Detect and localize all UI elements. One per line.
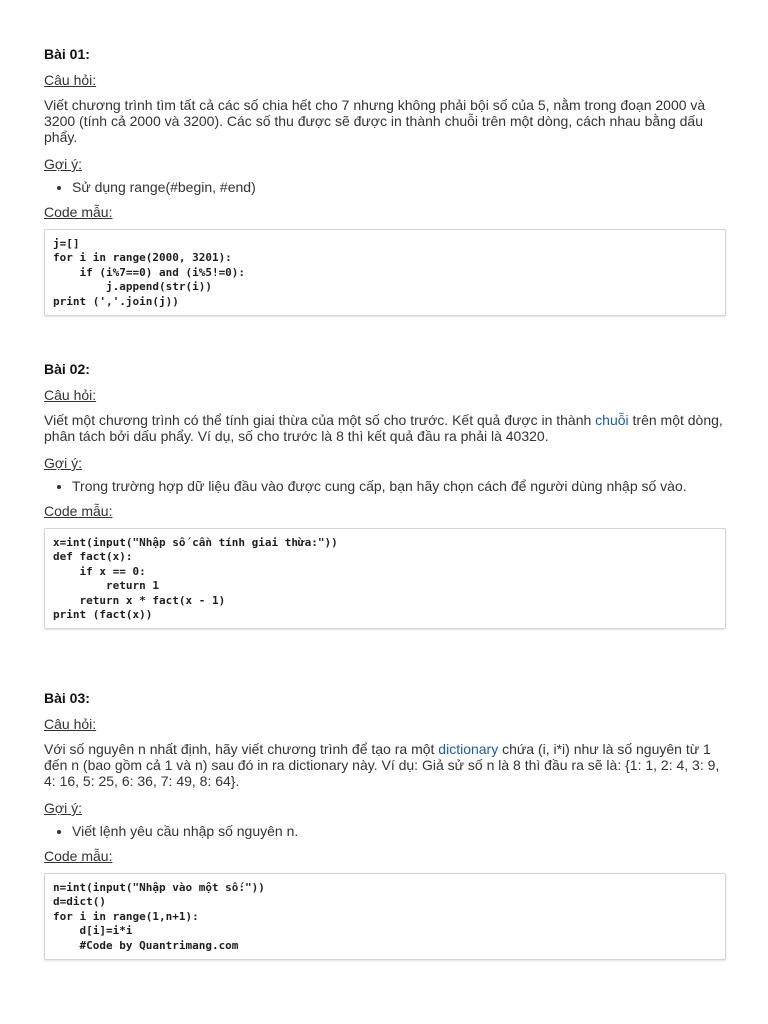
hint-list [44, 823, 726, 839]
question-label: Câu hỏi: [44, 387, 97, 403]
question-text-part: trên một dòng, phân tách bởi dấu phẩy. Ví dụ, số cho trước là 8 thì kết quả đầu ra phải là 40320. [44, 412, 723, 444]
exercise-title: Bài 01: [44, 46, 90, 62]
code-block: x=int(input("Nhập số cần tính giai thừa:")) def fact(x): if x == 0: return 1 return x * fact(x - 1) print (fact(x)) [44, 528, 726, 629]
question-text-part: Viết một chương trình có thể tính giai thừa của một số cho trước. Kết quả được in thành [44, 412, 596, 428]
hint-label: Gợi ý: [44, 455, 82, 471]
code-block: j=[] for i in range(2000, 3201): if (i%7==0) and (i%5!=0): j.append(str(i)) print (','.join(j)) [44, 229, 726, 316]
hint-item: • Sử dụng range(#begin, #end) [72, 179, 726, 195]
exercise-2 [44, 360, 726, 629]
question-text-part: chứa (i, i*i) như là số nguyên từ 1 đến n (bao gồm cả 1 và n) sau đó in ra dictionary này. Ví dụ: Giả sử số n là 8 thì đầu ra sẽ là: {1: 1, 2: 4, 3: 9, 4: 16, 5: 25, 6: 36, 7: 49, 8: 64}. [44, 741, 720, 789]
hint-list [44, 179, 726, 195]
dictionary-link[interactable]: dictionary [438, 741, 499, 757]
hint-label: Gợi ý: [44, 156, 82, 172]
question-label: Câu hỏi: [44, 72, 97, 88]
hint-item: • Trong trường hợp dữ liệu đầu vào được cung cấp, bạn hãy chọn cách để người dùng nhập số vào. [72, 478, 726, 494]
question-text [44, 412, 726, 444]
code-block: n=int(input("Nhập vào một số:")) d=dict() for i in range(1,n+1): d[i]=i*i #Code by Quantrimang.com [44, 873, 726, 960]
exercise-1 [44, 45, 726, 316]
code-label: Code mẫu: [44, 503, 113, 519]
hint-item: • Viết lệnh yêu cầu nhập số nguyên n. [72, 823, 726, 839]
question-text-part: Với số nguyên n nhất định, hãy viết chương trình để tạo ra một [44, 741, 439, 757]
exercise-title: Bài 02: [44, 361, 90, 377]
question-text [44, 741, 726, 789]
hint-label: Gợi ý: [44, 800, 82, 816]
exercise-3 [44, 689, 726, 960]
question-text [44, 97, 726, 145]
code-label: Code mẫu: [44, 848, 113, 864]
question-label: Câu hỏi: [44, 716, 97, 732]
exercise-title: Bài 03: [44, 690, 90, 706]
chuoi-link[interactable]: chuỗi [595, 412, 629, 428]
question-text-part: Viết chương trình tìm tất cả các số chia hết cho 7 nhưng không phải bội số của 5, nằm trong đoạn 2000 và 3200 (tính cả 2000 và 3200). Các số thu được sẽ được in thành chuỗi trên một dòng, cách nhau bằng dấu phẩy. [44, 97, 706, 145]
code-label: Code mẫu: [44, 204, 113, 220]
hint-list [44, 478, 726, 494]
